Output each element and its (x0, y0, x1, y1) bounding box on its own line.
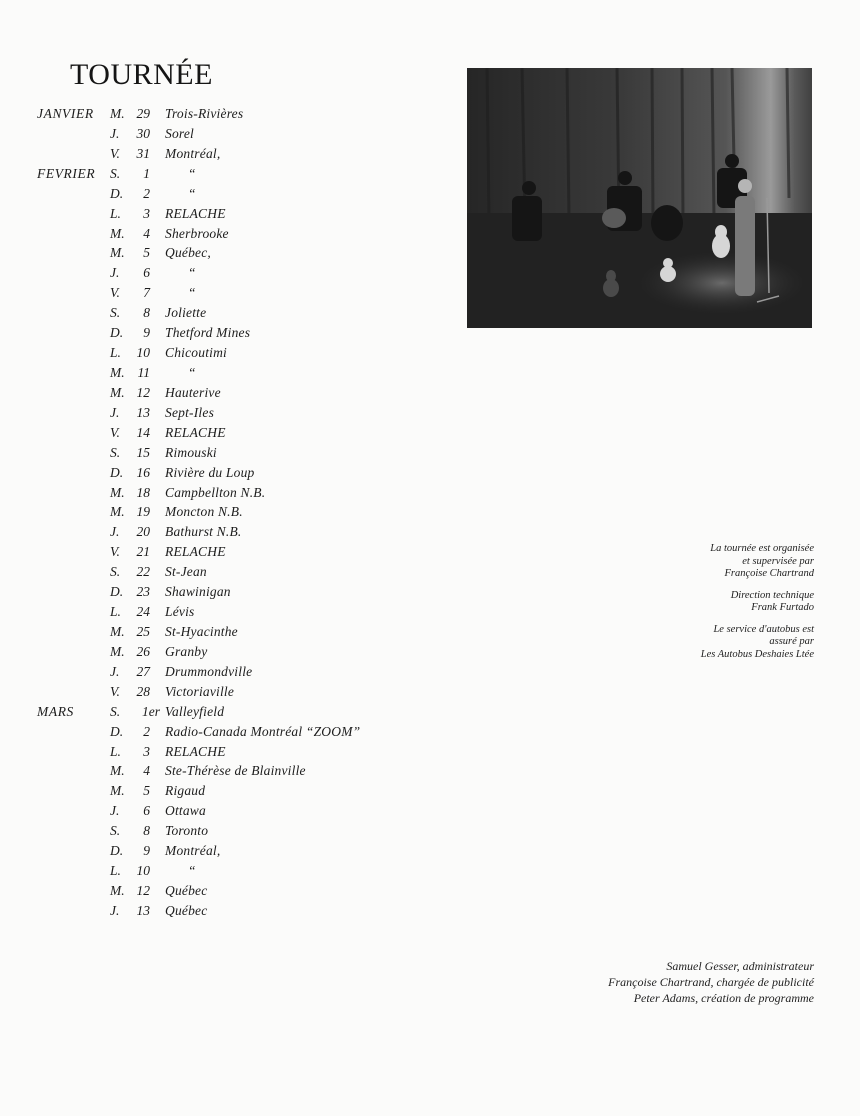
venue-city: Rimouski (165, 444, 217, 460)
weekday-abbrev: V. (110, 285, 120, 301)
day-number: 9 (143, 325, 150, 341)
venue-city: Hauterive (165, 384, 221, 400)
schedule-row (0, 124, 420, 144)
schedule-row (0, 881, 420, 901)
venue-city: Québec, (165, 245, 212, 261)
schedule-row (0, 383, 420, 403)
schedule-row (0, 303, 420, 323)
venue-city: Montréal, (165, 843, 221, 859)
venue-city: Sherbrooke (165, 225, 229, 241)
schedule-row (0, 243, 420, 263)
schedule-row (0, 742, 420, 762)
schedule-row (0, 841, 420, 861)
staff-line: Françoise Chartrand, chargée de publicité (608, 975, 814, 989)
weekday-abbrev: S. (110, 165, 121, 181)
day-number: 9 (143, 843, 150, 859)
day-number: 14 (136, 424, 150, 440)
day-number: 11 (137, 364, 150, 380)
venue-city: Campbellton N.B. (165, 484, 266, 500)
day-number: 10 (136, 863, 150, 879)
schedule-row (0, 522, 420, 542)
staff-line: Peter Adams, création de programme (633, 991, 814, 1005)
day-number: 7 (143, 285, 150, 301)
day-number: 24 (136, 604, 150, 620)
weekday-abbrev: V. (110, 145, 120, 161)
venue-city: Chicoutimi (165, 345, 227, 361)
schedule-row (0, 542, 420, 562)
weekday-abbrev: L. (110, 205, 121, 221)
bus-service-credit (574, 624, 814, 662)
venue-city: Shawinigan (165, 584, 231, 600)
schedule-row (0, 582, 420, 602)
day-number: 21 (136, 544, 150, 560)
schedule-row (0, 224, 420, 244)
day-number: 1 (143, 165, 150, 181)
credit-line: Françoise Chartrand (724, 568, 814, 579)
credit-line: assuré par (769, 636, 814, 647)
weekday-abbrev: M. (110, 623, 125, 639)
weekday-abbrev: V. (110, 544, 120, 560)
schedule-row (0, 263, 420, 283)
weekday-abbrev: J. (110, 404, 120, 420)
venue-city: Joliette (165, 305, 207, 321)
venue-city: “ (188, 165, 196, 181)
weekday-abbrev: J. (110, 803, 120, 819)
schedule-row (0, 901, 420, 921)
weekday-abbrev: D. (110, 584, 124, 600)
schedule-row (0, 204, 420, 224)
stage-photo-illustration (467, 68, 812, 328)
schedule-row (0, 861, 420, 881)
month-label: FEVRIER (37, 165, 96, 181)
weekday-abbrev: D. (110, 325, 124, 341)
weekday-abbrev: M. (110, 643, 125, 659)
day-number: 20 (136, 524, 150, 540)
day-number: 25 (136, 623, 150, 639)
day-number: 13 (136, 902, 150, 918)
concert-stage-photo (467, 68, 812, 328)
venue-city: Rivière du Loup (165, 464, 255, 480)
day-number: 23 (136, 584, 150, 600)
venue-city: RELACHE (165, 424, 226, 440)
weekday-abbrev: M. (110, 106, 125, 121)
weekday-abbrev: M. (110, 364, 125, 380)
schedule-row (0, 682, 420, 702)
schedule-row (0, 602, 420, 622)
weekday-abbrev: M. (110, 245, 125, 261)
day-number: 10 (136, 345, 150, 361)
schedule-row (0, 363, 420, 383)
venue-city: “ (188, 364, 196, 380)
weekday-abbrev: S. (110, 703, 121, 719)
venue-city: St-Jean (165, 564, 207, 580)
staff-list (514, 958, 814, 1006)
venue-city: Sept-Iles (165, 404, 215, 420)
weekday-abbrev: S. (110, 444, 121, 460)
weekday-abbrev: V. (110, 683, 120, 699)
schedule-row (0, 502, 420, 522)
weekday-abbrev: L. (110, 604, 121, 620)
venue-city: Lévis (165, 604, 195, 620)
credit-line: Le service d'autobus est (713, 623, 814, 635)
day-number: 22 (136, 564, 150, 580)
schedule-row (0, 781, 420, 801)
day-number: 15 (136, 444, 150, 460)
weekday-abbrev: M. (110, 504, 125, 520)
month-label: JANVIER (37, 106, 94, 121)
organizer-credit (574, 543, 814, 581)
weekday-abbrev: J. (110, 663, 120, 679)
venue-city: Moncton N.B. (165, 504, 243, 520)
schedule-row (0, 761, 420, 781)
schedule-row (0, 821, 420, 841)
day-number: 6 (143, 265, 150, 281)
venue-city: Québec (165, 902, 208, 918)
venue-city: Radio-Canada Montréal “ZOOM” (165, 723, 361, 739)
schedule-row (0, 801, 420, 821)
weekday-abbrev: L. (110, 743, 121, 759)
tour-credits (574, 543, 814, 670)
weekday-abbrev: V. (110, 424, 120, 440)
credit-line: La tournée est organisée (710, 543, 814, 554)
day-number: 4 (143, 225, 150, 241)
venue-city: Québec (165, 882, 208, 898)
technical-direction-credit (574, 590, 814, 615)
day-number: 2 (143, 723, 150, 739)
weekday-abbrev: D. (110, 723, 124, 739)
venue-city: Montréal, (165, 145, 221, 161)
credit-line: Frank Furtado (751, 602, 814, 613)
schedule-row (0, 702, 420, 722)
venue-city: “ (188, 285, 196, 301)
weekday-abbrev: M. (110, 882, 125, 898)
weekday-abbrev: J. (110, 265, 120, 281)
day-number: 29 (136, 106, 150, 121)
day-number: 8 (143, 305, 150, 321)
venue-city: Bathurst N.B. (165, 524, 242, 540)
venue-city: Rigaud (165, 783, 206, 799)
weekday-abbrev: D. (110, 843, 124, 859)
weekday-abbrev: L. (110, 863, 121, 879)
weekday-abbrev: M. (110, 484, 125, 500)
venue-city: Sorel (165, 125, 194, 141)
venue-city: RELACHE (165, 544, 226, 560)
day-number: 4 (143, 763, 150, 779)
credit-line: Les Autobus Deshaies Ltée (700, 648, 814, 660)
venue-city: St-Hyacinthe (165, 623, 238, 639)
day-number: 12 (136, 882, 150, 898)
schedule-row (0, 622, 420, 642)
weekday-abbrev: J. (110, 902, 120, 918)
schedule-row (0, 423, 420, 443)
day-number: 1er (142, 703, 160, 719)
schedule-row (0, 662, 420, 682)
tour-schedule (0, 104, 420, 921)
weekday-abbrev: S. (110, 305, 121, 321)
day-number: 31 (136, 145, 150, 161)
day-number: 8 (143, 823, 150, 839)
month-label: MARS (37, 703, 74, 719)
schedule-row (0, 642, 420, 662)
day-number: 5 (143, 245, 150, 261)
day-number: 27 (136, 663, 150, 679)
venue-city: Drummondville (165, 663, 253, 679)
day-number: 3 (143, 743, 150, 759)
venue-city: Trois-Rivières (165, 106, 244, 121)
day-number: 16 (136, 464, 150, 480)
day-number: 13 (136, 404, 150, 420)
venue-city: Victoriaville (165, 683, 235, 699)
page-title: TOURNÉE (70, 58, 213, 91)
schedule-row (0, 463, 420, 483)
schedule-row (0, 323, 420, 343)
weekday-abbrev: J. (110, 524, 120, 540)
schedule-row (0, 722, 420, 742)
venue-city: Thetford Mines (165, 325, 251, 341)
venue-city: “ (188, 265, 196, 281)
venue-city: Ste-Thérèse de Blainville (165, 763, 306, 779)
staff-line: Samuel Gesser, administrateur (666, 959, 814, 973)
day-number: 2 (143, 185, 150, 201)
venue-city: Ottawa (165, 803, 206, 819)
venue-city: RELACHE (165, 205, 226, 221)
weekday-abbrev: S. (110, 823, 121, 839)
schedule-row (0, 184, 420, 204)
weekday-abbrev: M. (110, 763, 125, 779)
day-number: 12 (136, 384, 150, 400)
day-number: 6 (143, 803, 150, 819)
schedule-row (0, 403, 420, 423)
venue-city: “ (188, 863, 196, 879)
schedule-row (0, 562, 420, 582)
weekday-abbrev: D. (110, 185, 124, 201)
day-number: 3 (143, 205, 150, 221)
venue-city: Granby (165, 643, 208, 659)
weekday-abbrev: M. (110, 225, 125, 241)
weekday-abbrev: M. (110, 783, 125, 799)
weekday-abbrev: D. (110, 464, 124, 480)
venue-city: Toronto (165, 823, 209, 839)
day-number: 26 (136, 643, 150, 659)
venue-city: Valleyfield (165, 703, 225, 719)
schedule-row (0, 483, 420, 503)
schedule-row (0, 164, 420, 184)
weekday-abbrev: J. (110, 125, 120, 141)
schedule-row (0, 283, 420, 303)
day-number: 18 (136, 484, 150, 500)
credit-line: et supervisée par (742, 555, 814, 567)
venue-city: RELACHE (165, 743, 226, 759)
schedule-row (0, 104, 420, 124)
day-number: 5 (143, 783, 150, 799)
weekday-abbrev: L. (110, 345, 121, 361)
schedule-row (0, 443, 420, 463)
day-number: 28 (136, 683, 150, 699)
weekday-abbrev: S. (110, 564, 121, 580)
schedule-row (0, 144, 420, 164)
venue-city: “ (188, 185, 196, 201)
schedule-row (0, 343, 420, 363)
weekday-abbrev: M. (110, 384, 125, 400)
credit-line: Direction technique (730, 589, 814, 601)
day-number: 19 (136, 504, 150, 520)
day-number: 30 (136, 125, 150, 141)
